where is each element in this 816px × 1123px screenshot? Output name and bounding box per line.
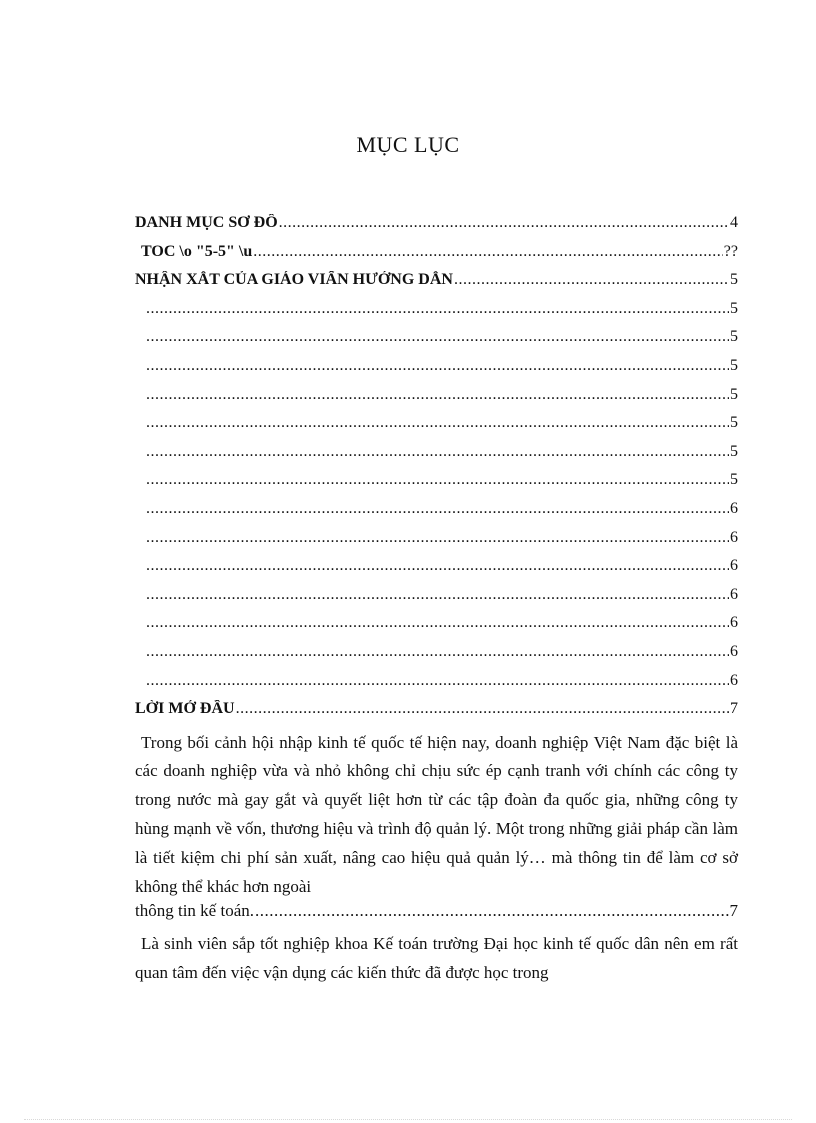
toc-page-number: 5 (730, 356, 738, 374)
dot-leader (253, 243, 723, 261)
second-paragraph (135, 930, 738, 988)
toc-entry[interactable] (135, 243, 738, 272)
toc-page-number: 6 (730, 557, 738, 575)
intro-paragraph (135, 729, 738, 902)
toc-entry[interactable] (135, 500, 738, 529)
toc-entry-label: LỜI MỞ ĐẦU (135, 700, 235, 718)
toc-entry[interactable] (135, 443, 738, 472)
toc-entry[interactable] (135, 300, 738, 329)
dot-leader (146, 443, 729, 461)
toc-page-number: 6 (730, 671, 738, 689)
toc-page-number: 5 (730, 328, 738, 346)
dot-leader (146, 471, 729, 489)
dot-leader (146, 557, 729, 575)
toc-entry[interactable] (135, 672, 738, 701)
toc-page-number: 6 (730, 528, 738, 546)
table-of-contents (135, 214, 738, 988)
dot-leader (454, 271, 729, 289)
toc-entry[interactable] (135, 386, 738, 415)
toc-entry-label: TOC \o "5-5" \u (141, 242, 253, 260)
dot-leader (146, 614, 729, 632)
second-paragraph-text: Là sinh viên sắp tốt nghiệp khoa Kế toán trường Đại học kinh tế quốc dân nên em rất quan tâm đến việc vận dụng các kiến thức đã được học trong (135, 934, 738, 983)
toc-entry[interactable] (135, 471, 738, 500)
toc-entry[interactable] (135, 557, 738, 586)
dot-leader (146, 643, 729, 661)
toc-page-number: 7 (729, 901, 738, 921)
toc-page-number: 5 (730, 471, 738, 489)
toc-entry[interactable] (135, 328, 738, 357)
intro-paragraph-last-line: thông tin kế toán. (135, 901, 254, 921)
dot-leader (146, 386, 729, 404)
toc-page-number: ?? (723, 242, 738, 260)
toc-entry[interactable] (135, 643, 738, 672)
toc-page-number: 5 (730, 271, 738, 289)
toc-entry[interactable] (135, 700, 738, 729)
toc-entry[interactable] (135, 614, 738, 643)
dot-leader (255, 901, 729, 921)
dot-leader (146, 414, 729, 432)
toc-entry[interactable] (135, 529, 738, 558)
dot-leader (146, 586, 729, 604)
toc-entry[interactable] (135, 271, 738, 300)
toc-list (135, 214, 738, 729)
dot-leader (279, 214, 729, 232)
dot-leader (146, 328, 729, 346)
toc-entry[interactable] (135, 586, 738, 615)
toc-page-number: 4 (730, 214, 738, 231)
toc-page-number: 6 (730, 642, 738, 660)
dot-leader (146, 529, 729, 547)
toc-page-number: 5 (730, 299, 738, 317)
intro-paragraph-end[interactable] (135, 901, 738, 930)
toc-page-number: 5 (730, 385, 738, 403)
dot-leader (236, 700, 729, 718)
page-title: MỤC LỤC (356, 132, 460, 157)
toc-page-number: 7 (730, 700, 738, 718)
toc-entry-label: DANH MỤC SƠ ĐỒ (135, 214, 278, 231)
toc-entry[interactable] (135, 414, 738, 443)
toc-page-number: 6 (730, 585, 738, 603)
dot-leader (146, 500, 729, 518)
toc-entry-label: NHẬN XẪT CỦA GIÁO VIẤN HƯỚNG DẪN (135, 271, 453, 289)
dot-leader (146, 672, 729, 690)
page-bottom-rule (24, 1119, 792, 1120)
toc-entry[interactable] (135, 357, 738, 386)
dot-leader (146, 300, 729, 318)
intro-paragraph-text: Trong bối cảnh hội nhập kinh tế quốc tế hiện nay, doanh nghiệp Việt Nam đặc biệt là các doanh nghiệp vừa và nhỏ không chỉ chịu sức ép cạnh tranh với chính các công ty trong nước mà gay gắt và quyết liệt hơn từ các tập đoàn đa quốc gia, những công ty hùng mạnh về vốn, thương hiệu và trình độ quản lý. Một trong những giải pháp cần làm là tiết kiệm chi phí sản xuất, nâng cao hiệu quả quản lý… mà thông tin để làm cơ sở không thể khác hơn ngoài (135, 732, 738, 896)
toc-entry[interactable] (135, 214, 738, 243)
toc-page-number: 6 (730, 499, 738, 517)
toc-page-number: 5 (730, 442, 738, 460)
dot-leader (146, 357, 729, 375)
toc-page-number: 5 (730, 414, 738, 432)
toc-page-number: 6 (730, 614, 738, 632)
